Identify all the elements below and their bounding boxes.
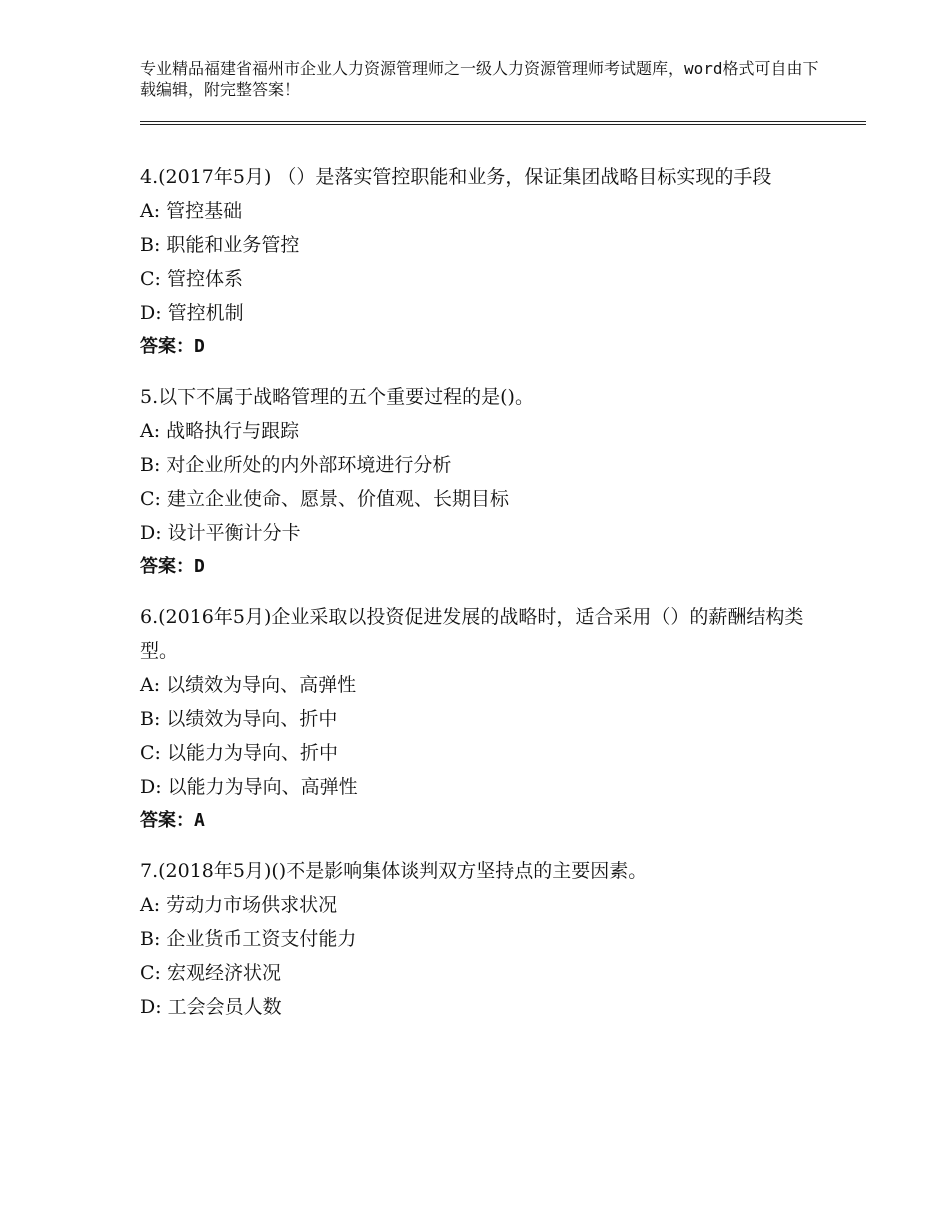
question-6 — [140, 600, 840, 838]
option-a: A: 劳动力市场供求状况 — [140, 894, 338, 916]
option-a: A: 管控基础 — [140, 200, 243, 222]
option-d: D: 以能力为导向、高弹性 — [140, 776, 358, 798]
option-b: B: 对企业所处的内外部环境进行分析 — [140, 454, 452, 476]
option-b: B: 企业货币工资支付能力 — [140, 928, 357, 950]
header-divider-top — [140, 121, 866, 122]
option-c: C: 建立企业使命、愿景、价值观、长期目标 — [140, 488, 509, 510]
answer: 答案：D — [140, 336, 205, 357]
option-d: D: 管控机制 — [140, 302, 244, 324]
question-text: 4.(2017年5月) （）是落实管控职能和业务，保证集团战略目标实现的手段 — [140, 166, 772, 188]
option-b: B: 职能和业务管控 — [140, 234, 300, 256]
option-d: D: 设计平衡计分卡 — [140, 522, 301, 544]
question-5 — [140, 380, 840, 584]
option-a: A: 以绩效为导向、高弹性 — [140, 674, 357, 696]
header-divider-bottom — [140, 124, 866, 125]
option-c: C: 以能力为导向、折中 — [140, 742, 338, 764]
option-c: C: 宏观经济状况 — [140, 962, 281, 984]
question-4 — [140, 160, 840, 364]
question-list — [140, 160, 840, 1040]
question-text: 7.(2018年5月)()不是影响集体谈判双方坚持点的主要因素。 — [140, 860, 648, 882]
option-a: A: 战略执行与跟踪 — [140, 420, 300, 442]
answer: 答案：D — [140, 556, 205, 577]
option-c: C: 管控体系 — [140, 268, 243, 290]
answer: 答案：A — [140, 810, 205, 831]
option-d: D: 工会会员人数 — [140, 996, 282, 1018]
option-b: B: 以绩效为导向、折中 — [140, 708, 338, 730]
question-7 — [140, 854, 840, 1024]
document-header: 专业精品福建省福州市企业人力资源管理师之一级人力资源管理师考试题库，word格式可自由下载编辑，附完整答案！ — [140, 59, 819, 99]
question-text: 5.以下不属于战略管理的五个重要过程的是()。 — [140, 386, 534, 408]
question-text: 6.(2016年5月)企业采取以投资促进发展的战略时，适合采用（）的薪酬结构类型。 — [140, 606, 804, 662]
